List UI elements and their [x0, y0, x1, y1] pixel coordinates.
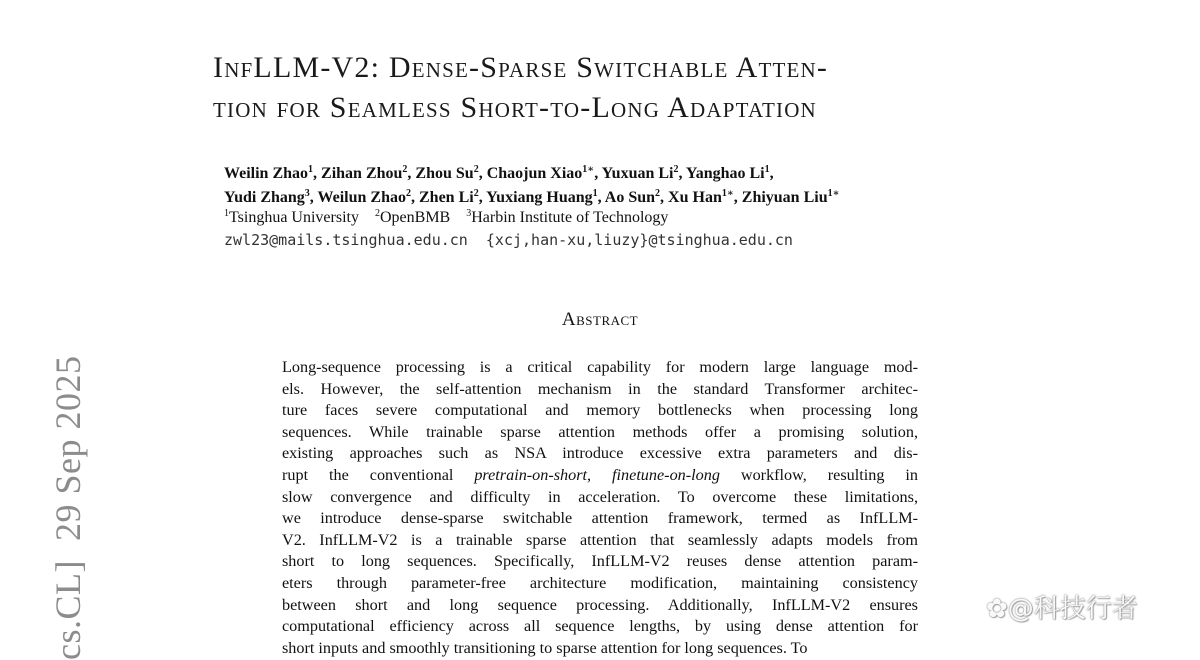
author-name: Ao Sun [604, 189, 656, 206]
author-line-2: Yudi Zhang$^3$, Weilun Zhao$^2$, Zhen Li$^2$, Yuxiang Huang$^1$, Ao Sun$^2$, Xu Han$^{1∗}$, Zhiyuan Liu$^{1∗}$ [224, 188, 840, 206]
abstract-line: existing approaches such as NSA introduce excessive extra parameters and dis- [282, 444, 918, 463]
author-affiliation-mark: 3 [304, 188, 310, 199]
author-affiliation-mark: 1∗ [582, 164, 595, 175]
abstract-line: eters through parameter-free architecture modification, maintaining consistency [282, 573, 918, 592]
author-affiliation-mark: 1∗ [721, 188, 734, 199]
abstract-line: between short and long sequence processing. Additionally, InfLLM-V2 ensures [282, 595, 918, 614]
author-affiliation-mark: 2 [473, 188, 479, 199]
author-name: Yudi Zhang [224, 189, 305, 206]
author-affiliation-mark: 1 [592, 188, 598, 199]
title-line-1: InfLLM-V2: Dense-Sparse Switchable Atten- [213, 51, 829, 84]
arxiv-side-stamp: cs.CL] 29 Sep 2025 [48, 355, 88, 660]
author-name: Zhiyuan Liu [741, 189, 828, 206]
abstract-line: rupt the conventional pretrain-on-short, finetune-on-long workflow, resulting in [282, 465, 918, 484]
author-affiliation-mark: 1∗ [827, 188, 840, 199]
author-name: Yuxiang Huang [486, 189, 593, 206]
author-affiliation-mark: 2 [673, 164, 679, 175]
affiliation-name: Harbin Institute of Technology [471, 209, 669, 226]
author-name: Yuxuan Li [601, 165, 674, 182]
abstract-line: short inputs and smoothly transitioning to sparse attention for long sequences. To [282, 638, 808, 657]
author-affiliation-mark: 1 [764, 164, 770, 175]
affiliation-name: Tsinghua University [229, 209, 359, 226]
affiliation-mark: 2 [374, 208, 380, 219]
author-name: Weilun Zhao [317, 189, 406, 206]
weibo-icon: ✿ [986, 594, 1008, 624]
author-affiliation-mark: 2 [473, 164, 479, 175]
abstract-line: ture faces severe computational and memory bottlenecks when processing long [282, 401, 918, 420]
affiliation-mark: 3 [466, 208, 472, 219]
author-affiliation-mark: 2 [406, 188, 411, 199]
abstract-line: Long-sequence processing is a critical capability for modern large language mod- [282, 358, 918, 376]
author-emails: zwl23@mails.tsinghua.edu.cn {xcj,han-xu,liuzy}@tsinghua.edu.cn [224, 231, 793, 249]
abstract-line: we introduce dense-sparse switchable attention framework, termed as InfLLM- [282, 509, 918, 528]
abstract-line: computational efficiency across all sequence lengths, by using dense attention for [282, 617, 918, 636]
affiliation-name: OpenBMB [379, 209, 451, 226]
author-list [224, 162, 1024, 210]
author-affiliation-mark: 1 [308, 164, 314, 175]
abstract-heading: Abstract [561, 309, 639, 330]
affiliation-mark: 1 [224, 208, 229, 219]
title-line-2: tion for Seamless Short-to-Long Adaptation [213, 91, 817, 124]
abstract-body [282, 357, 918, 659]
author-name: Zhou Su [415, 165, 474, 182]
abstract-line: slow convergence and difficulty in acceleration. To overcome these limitations, [282, 487, 918, 506]
author-name: Xu Han [668, 189, 722, 206]
watermark-text: @科技行者 [1007, 594, 1138, 624]
affiliations [224, 207, 668, 229]
abstract-line: short to long sequences. Specifically, InfLLM-V2 reuses dense attention param- [282, 552, 918, 571]
abstract-line: V2. InfLLM-V2 is a trainable sparse attention that seamlessly adapts models from [282, 530, 918, 549]
paper-title [213, 48, 1013, 128]
author-name: Yanghao Li [685, 165, 765, 182]
author-name: Zhen Li [419, 189, 474, 206]
author-name: Chaojun Xiao [486, 165, 583, 182]
abstract-line: els. However, the self-attention mechanism in the standard Transformer architec- [282, 379, 918, 398]
abstract-line: sequences. While trainable sparse attention methods offer a promising solution, [282, 422, 918, 441]
author-name: Weilin Zhao [224, 165, 309, 182]
author-name: Zihan Zhou [321, 165, 403, 182]
author-line-1: Weilin Zhao$^1$, Zihan Zhou$^2$, Zhou Su$^2$, Chaojun Xiao$^{1∗}$, Yuxuan Li$^2$, Yanghao Li$^1$, [224, 164, 774, 182]
author-affiliation-mark: 2 [655, 188, 661, 199]
watermark [986, 588, 1138, 625]
author-affiliation-mark: 2 [402, 164, 408, 175]
